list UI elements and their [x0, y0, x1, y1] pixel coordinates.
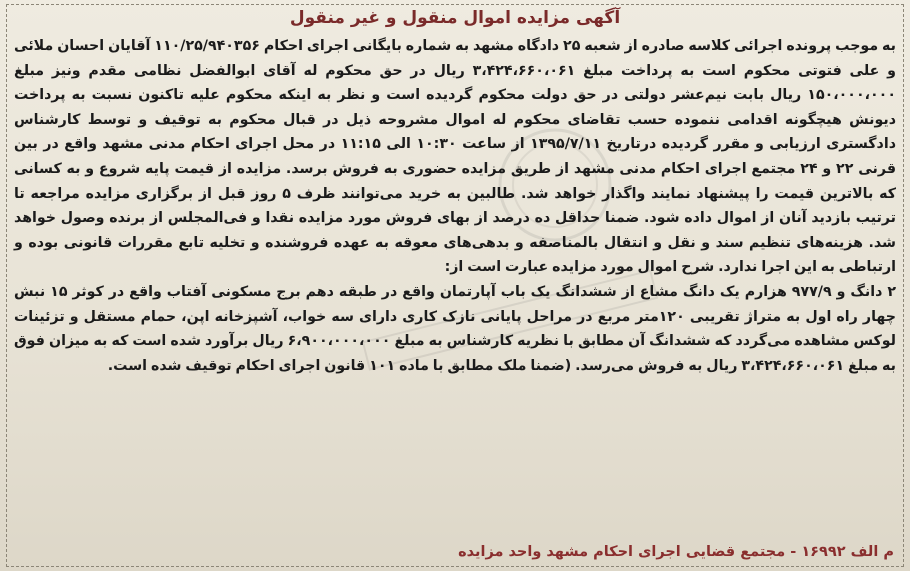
notice-title: آگهی مزایده اموال منقول و غیر منقول	[289, 8, 621, 28]
property-description: ۲ دانگ و ۹۷۷/۹ هزارم یک دانگ مشاع از ششدانگ یک باب آپارتمان واقع در طبقه دهم برج مسکونی آفتاب واقع در کوثر ۱۵ نبش چهار راه اول به متراژ تقریبی ۱۲۰متر مربع در مراحل پایانی نازک کاری دارای سه خواب، آشپزخانه اپن، حمام مستقل و تزئینات لوکس مشاهده می‌گردد که ششدانگ آن مطابق با نظریه کارشناس به مبلغ ۶،۹۰۰،۰۰۰،۰۰۰ ریال برآورد شده است که به میزان فوق به مبلغ ۳،۴۲۴،۶۶۰،۰۶۱ ریال به فروش می‌رسد. (ضمنا ملک مطابق با ماده ۱۰۱ قانون اجرای احکام توقیف شده است.	[14, 283, 897, 374]
notice-body	[14, 34, 896, 378]
notice-paragraph: به موجب پرونده اجرائی کلاسه صادره از شعبه ۲۵ دادگاه مشهد به شماره بایگانی اجرای احکام ۱۱۰/۲۵/۹۴۰۳۵۶ آقایان احسان ملائی و علی فتوتی محکوم است به پرداخت مبلغ ۳،۴۲۴،۶۶۰،۰۶۱ ریال در حق محکوم له آقای ابوالفضل نظامی مقدم ونیز مبلغ ۱۵۰،۰۰۰،۰۰۰ ریال بابت نیم‌عشر دولتی در حق دولت محکوم گردیده است و نظر به اینکه محکوم علیه تاکنون نسبت به پرداخت دیونش هیچگونه اقدامی ننموده حسب تقاضای محکوم له اموال مشروحه ذیل در قبال محکوم به توقیف و توسط کارشناس دادگستری ارزیابی و مقرر گردیده درتاریخ ۱۳۹۵/۷/۱۱ از ساعت ۱۰:۳۰ الی ۱۱:۱۵ در محل اجرای احکام مدنی مشهد واقع در بین قرنی ۲۲ و ۲۴ مجتمع اجرای احکام مدنی مشهد از طریق مزایده حضوری به فروش برسد. مزایده از قیمت پایه شروع و به کسانی که بالاترین قیمت را پیشنهاد نمایند واگذار خواهد شد. طالبین به خرید می‌توانند ظرف ۵ روز قبل از برگزاری مزایده مراجعه تا ترتیب بازدید آنان از اموال داده شود. ضمنا حداقل ده درصد از بهای فروش مورد مزایده نقدا و فی‌المجلس از برنده وصول خواهد شد. هزینه‌های تنظیم سند و نقل و انتقال بالمناصفه و بدهی‌های معوقه به عهده فروشنده و تخلیه تابع مقررات قانونی بوده و ارتباطی به این اجرا ندارد. شرح اموال مورد مزایده عبارت است از:	[14, 38, 896, 276]
notice-footer: م الف ۱۶۹۹۲ - مجتمع قضایی اجرای احکام مشهد واحد مزایده	[458, 544, 894, 560]
